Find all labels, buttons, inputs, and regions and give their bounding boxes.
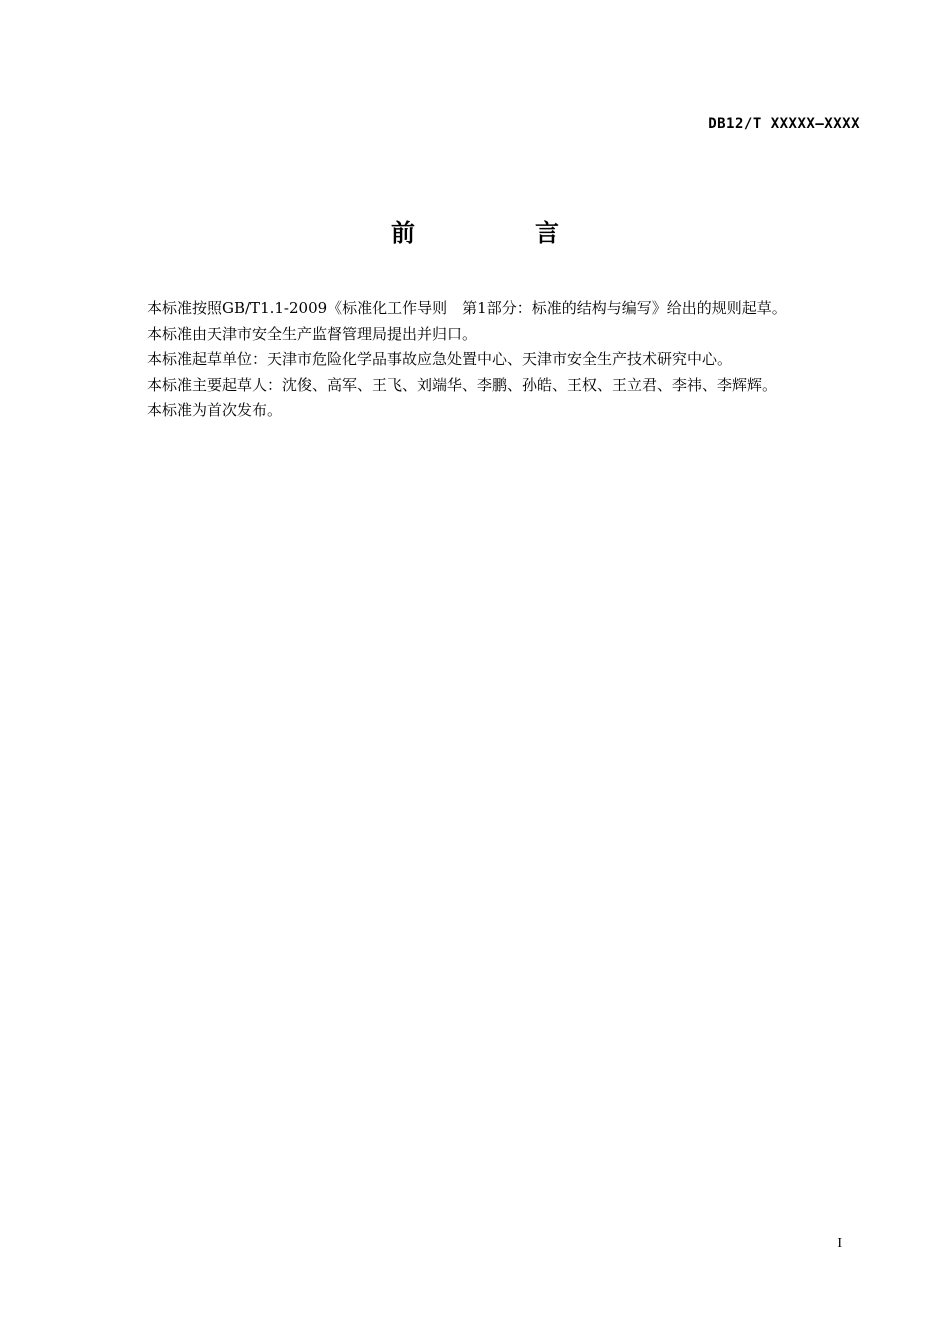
page-title: 前 言 [391,219,607,247]
paragraph-proposer: 本标准由天津市安全生产监督管理局提出并归口。 [147,324,478,343]
paragraph-drafting-units: 本标准起草单位：天津市危险化学品事故应急处置中心、天津市安全生产技术研究中心。 [147,350,733,368]
foreword-body [147,296,862,424]
paragraph-drafters: 本标准主要起草人：沈俊、高军、王飞、刘端华、李鹏、孙皓、王权、王立君、李祎、李辉辉。 [147,375,778,394]
document-code: DB12/T XXXXX—XXXX [708,116,860,132]
paragraph-drafting-rules: 本标准按照GB/T1.1-2009《标准化工作导则 第1部分：标准的结构与编写》给出的规则起草。 [147,299,787,317]
page-number: I [837,1236,842,1251]
paragraph-first-release: 本标准为首次发布。 [147,401,283,419]
